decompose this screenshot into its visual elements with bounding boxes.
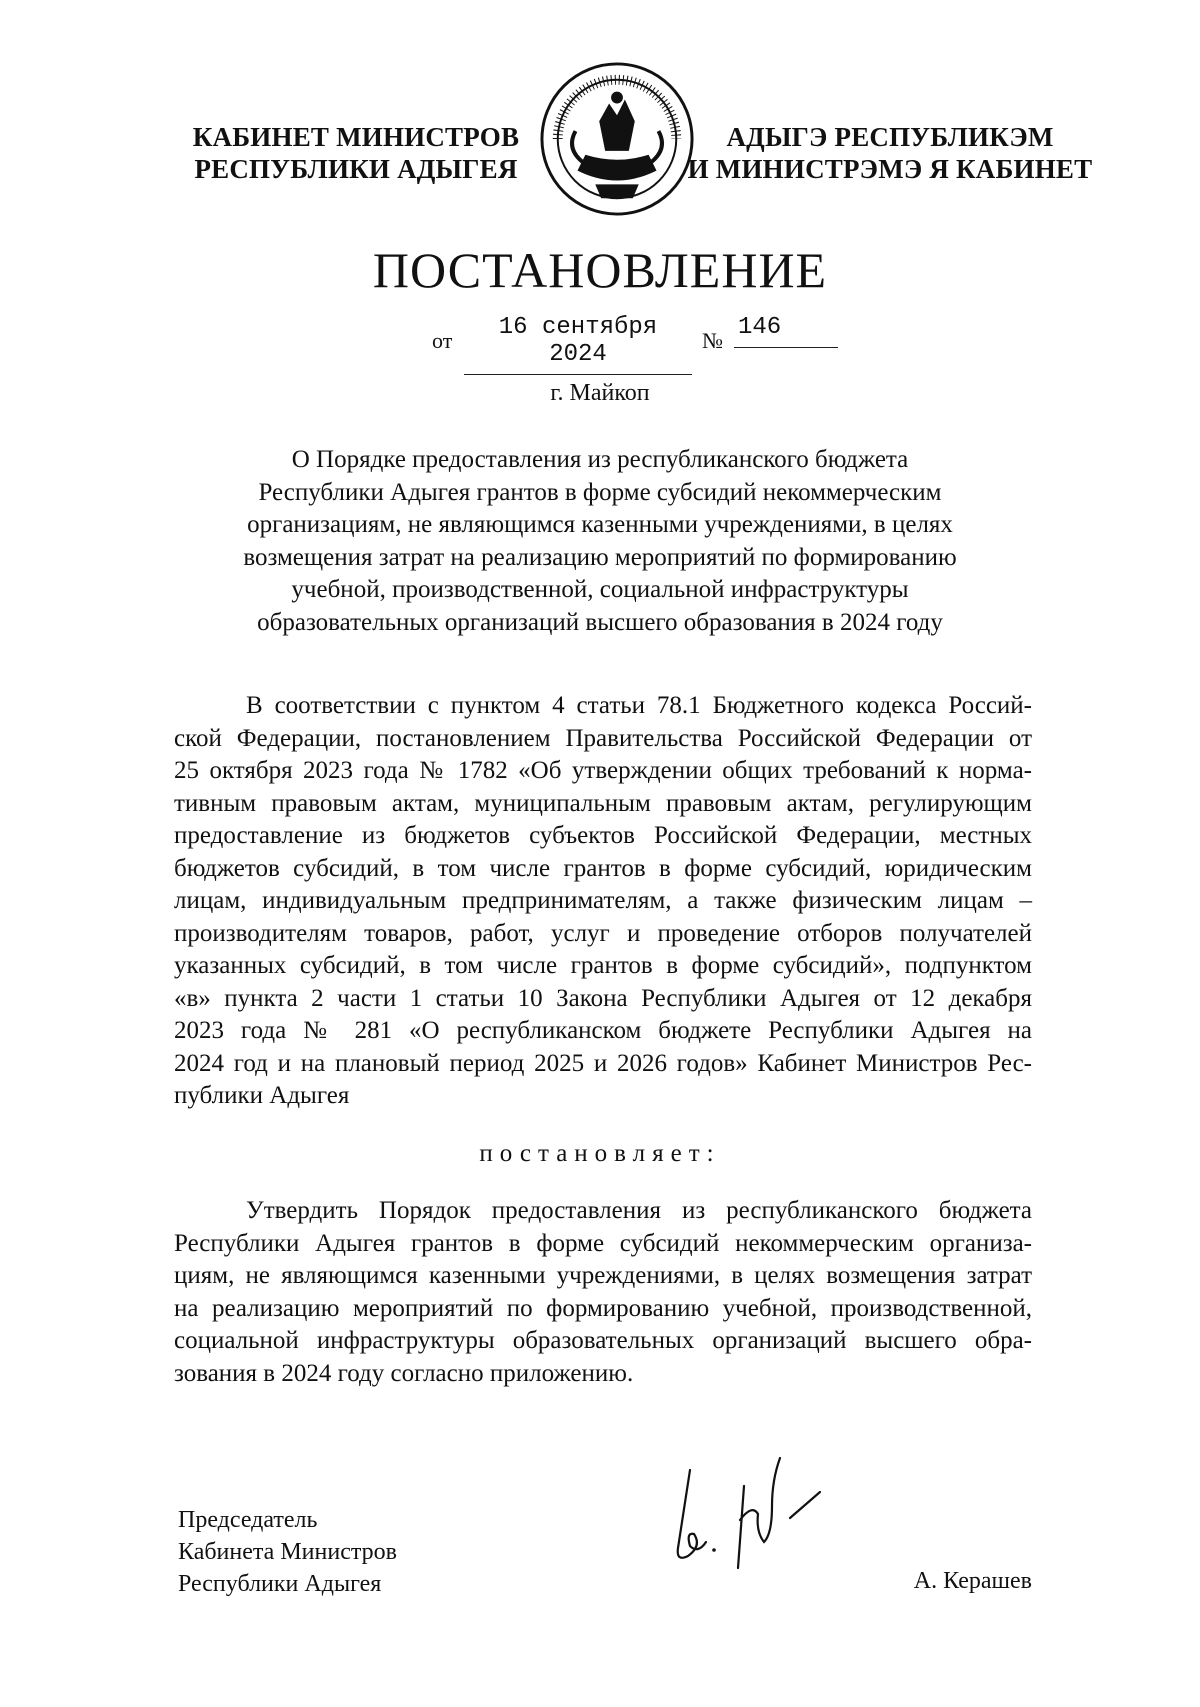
number-prefix: № [702, 328, 723, 353]
resolution-line: Утвердить Порядок предоставления из республиканского бюджета [246, 1197, 1032, 1224]
resolution-line: циям, не являющимся казенными учреждениями, в целях возмещения затрат [174, 1262, 1032, 1289]
subject-line: организациям, не являющимся казенными учреждениями, в целях [247, 511, 953, 538]
signer-position-line: Кабинета Министров [178, 1539, 397, 1565]
preamble-paragraph [174, 690, 1032, 1113]
subject-line: учебной, производственной, социальной инфраструктуры [291, 576, 909, 603]
decree-word: постановляет: [479, 1140, 721, 1167]
document-number: 146 [734, 314, 838, 348]
document-title: ПОСТАНОВЛЕНИЕ [372, 242, 828, 298]
signer-position-line: Председатель [178, 1507, 318, 1533]
resolution-paragraph [174, 1195, 1032, 1390]
resolution-line: социальной инфраструктуры образовательных организаций высшего обра- [174, 1327, 1032, 1354]
preamble-line: бюджетов субсидий, в том числе грантов в форме субсидий, юридическим [174, 854, 1032, 882]
preamble-line: 2023 года № 281 «О республиканском бюджете Республики Адыгея на [174, 1017, 1032, 1044]
document-subject [180, 444, 1020, 639]
issuer-name-adyghe [680, 121, 1100, 185]
document-date: 16 сентября 2024 [464, 314, 692, 375]
handwritten-signature [668, 1450, 868, 1580]
signer-position-line: Республики Адыгея [178, 1571, 382, 1597]
resolution-line: на реализацию мероприятий по формированию учебной, производственной, [174, 1294, 1032, 1322]
date-prefix: от [432, 328, 453, 353]
preamble-line: «в» пункта 2 части 1 статьи 10 Закона Республики Адыгея от 12 декабря [174, 984, 1032, 1012]
issuer-line: АДЫГЭ РЕСПУБЛИКЭМ [726, 122, 1054, 152]
subject-line: образовательных организаций высшего образования в 2024 году [257, 608, 943, 636]
resolution-line: Республики Адыгея грантов в форме субсидий некоммерческим организа- [174, 1229, 1032, 1257]
subject-line: возмещения затрат на реализацию мероприятий по формированию [243, 543, 957, 571]
preamble-line: 25 октября 2023 года № 1782 «Об утверждении общих требований к норма- [174, 757, 1032, 784]
city: г. Майкоп [550, 380, 650, 406]
preamble-line: В соответствии с пунктом 4 статьи 78.1 Бюджетного кодекса Россий- [246, 692, 1032, 719]
resolution-line: зования в 2024 году согласно приложению. [174, 1359, 634, 1387]
issuer-name-russian [186, 121, 526, 185]
preamble-line: предоставление из бюджетов субъектов Российской Федерации, местных [174, 822, 1032, 849]
subject-line: Республики Адыгея грантов в форме субсидий некоммерческим [258, 478, 942, 506]
preamble-line: тивным правовым актам, муниципальным правовым актам, регулирующим [174, 789, 1032, 817]
subject-line: О Порядке предоставления из республиканского бюджета [291, 446, 909, 473]
coat-of-arms-emblem [538, 60, 696, 218]
preamble-line: публики Адыгея [174, 1082, 350, 1109]
signer-position [178, 1504, 397, 1600]
issuer-line: КАБИНЕТ МИНИСТРОВ [192, 122, 520, 152]
preamble-line: 2024 год и на плановый период 2025 и 2026 годов» Кабинет Министров Рес- [174, 1049, 1032, 1077]
signer-name: А. Керашев [913, 1568, 1032, 1594]
issuer-line: РЕСПУБЛИКИ АДЫГЕЯ [194, 154, 518, 184]
preamble-line: производителям товаров, работ, услуг и проведение отборов получателей [174, 919, 1032, 947]
preamble-line: лицам, индивидуальным предпринимателям, а также физическим лицам – [174, 887, 1032, 914]
issuer-line: И МИНИСТРЭМЭ Я КАБИНЕТ [687, 154, 1093, 184]
preamble-line: ской Федерации, постановлением Правительства Российской Федерации от [174, 724, 1032, 752]
preamble-line: указанных субсидий, в том числе грантов в форме субсидий», подпунктом [174, 952, 1032, 979]
